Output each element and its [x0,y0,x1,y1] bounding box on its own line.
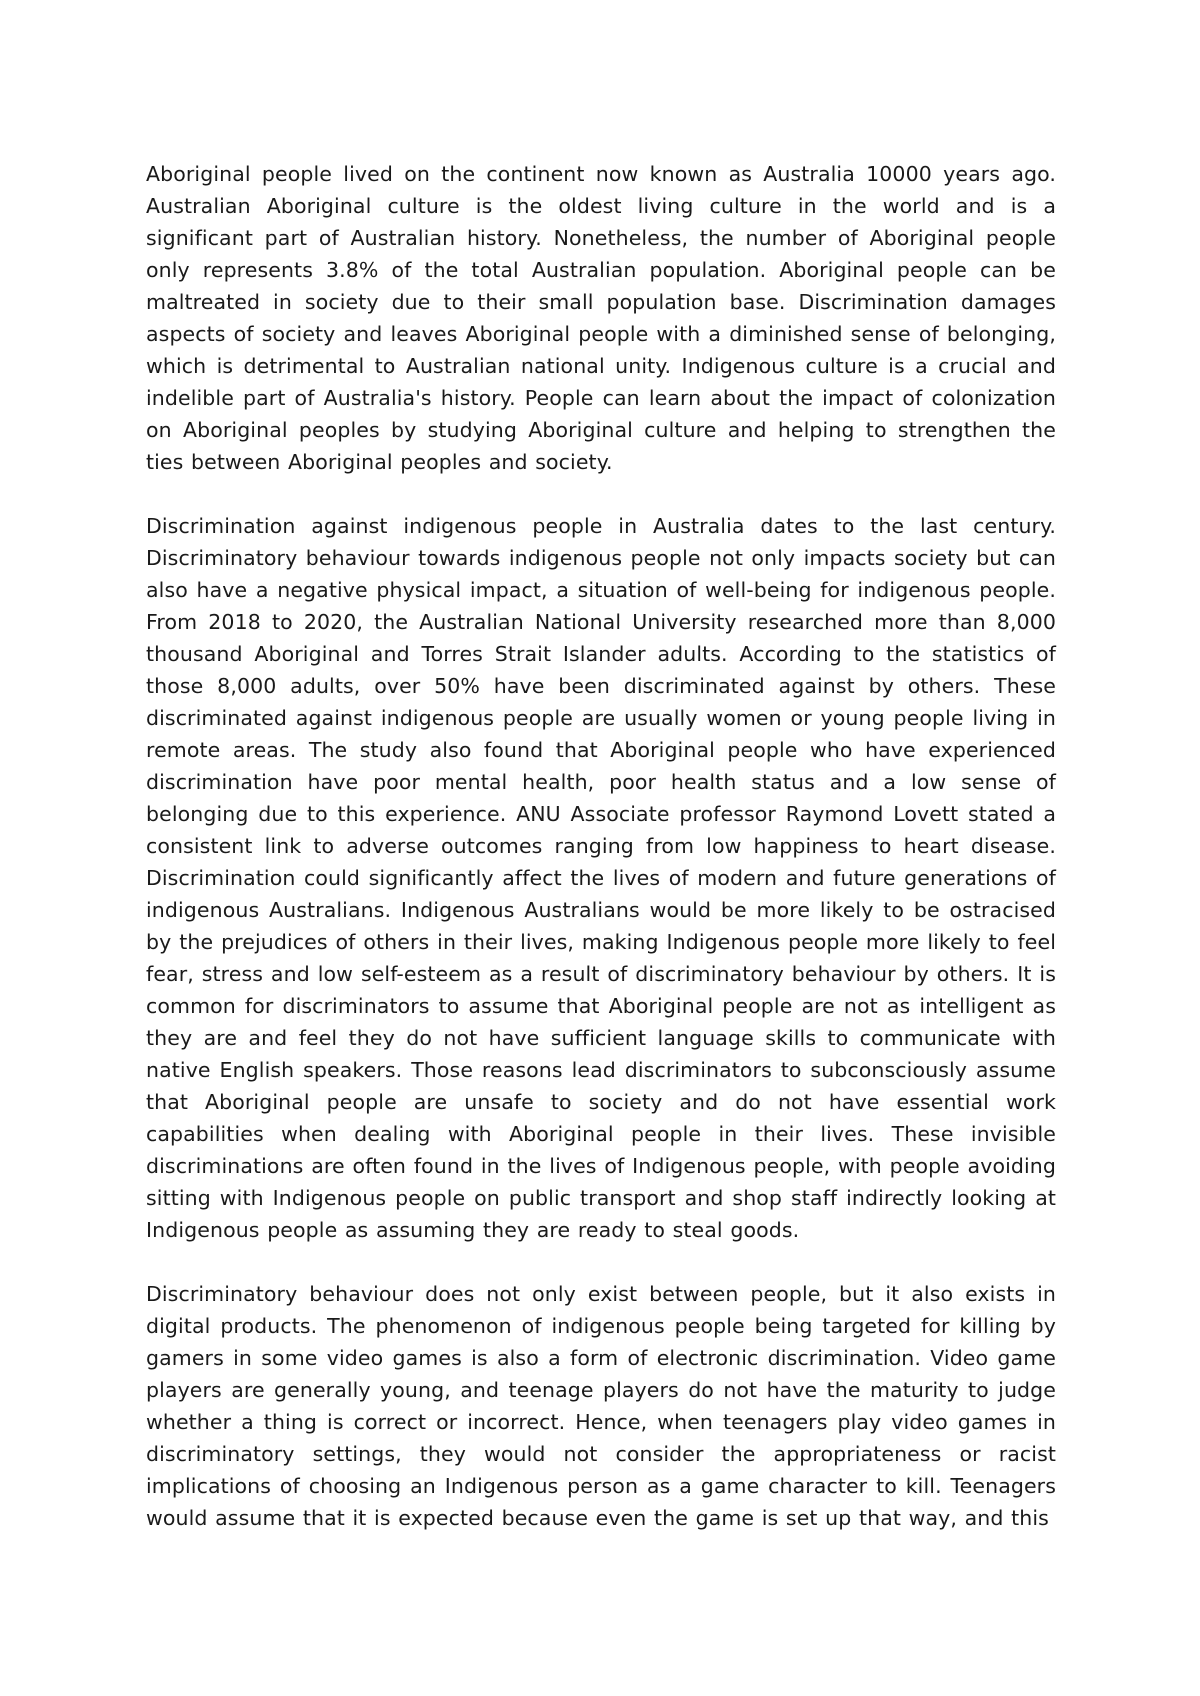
paragraph-discrimination: Discrimination against indigenous people in Australia dates to the last century. Discriminatory behaviour towards indigenous people not only impacts society but can also have a negative physical impact, a situation of well-being for indigenous people. From 2018 to 2020, the Australian National University researched more than 8,000 thousand Aboriginal and Torres Strait Islander adults. According to the statistics of those 8,000 adults, over 50% have been discriminated against by others. These discriminated against indigenous people are usually women or young people living in remote areas. The study also found that Aboriginal people who have experienced discrimination have poor mental health, poor health status and a low sense of belonging due to this experience. ANU Associate professor Raymond Lovett stated a consistent link to adverse outcomes ranging from low happiness to heart disease. Discrimination could significantly affect the lives of modern and future generations of indigenous Australians. Indigenous Australians would be more likely to be ostracised by the prejudices of others in their lives, making Indigenous people more likely to feel fear, stress and low self-esteem as a result of discriminatory behaviour by others. It is common for discriminators to assume that Aboriginal people are not as intelligent as they are and feel they do not have sufficient language skills to communicate with native English speakers. Those reasons lead discriminators to subconsciously assume that Aboriginal people are unsafe to society and do not have essential work capabilities when dealing with Aboriginal people in their lives. These invisible discriminations are often found in the lives of Indigenous people, with people avoiding sitting with Indigenous people on public transport and shop staff indirectly looking at Indigenous people as assuming they are ready to steal goods. [146,514,1056,1242]
paragraph-intro: Aboriginal people lived on the continent now known as Australia 10000 years ago. Australian Aboriginal culture is the oldest living culture in the world and is a significant part of Australian history. Nonetheless, the number of Aboriginal people only represents 3.8% of the total Australian population. Aboriginal people can be maltreated in society due to their small population base. Discrimination damages aspects of society and leaves Aboriginal people with a diminished sense of belonging, which is detrimental to Australian national unity. Indigenous culture is a crucial and indelible part of Australia's history. People can learn about the impact of colonization on Aboriginal peoples by studying Aboriginal culture and helping to strengthen the ties between Aboriginal peoples and society. [146,162,1056,474]
paragraph-digital-discrimination: Discriminatory behaviour does not only exist between people, but it also exists in digital products. The phenomenon of indigenous people being targeted for killing by gamers in some video games is also a form of electronic discrimination. Video game players are generally young, and teenage players do not have the maturity to judge whether a thing is correct or incorrect. Hence, when teenagers play video games in discriminatory settings, they would not consider the appropriateness or racist implications of choosing an Indigenous person as a game character to kill. Teenagers would assume that it is expected because even the game is set up that way, and this [146,1282,1056,1530]
document-body [146,158,1056,1566]
